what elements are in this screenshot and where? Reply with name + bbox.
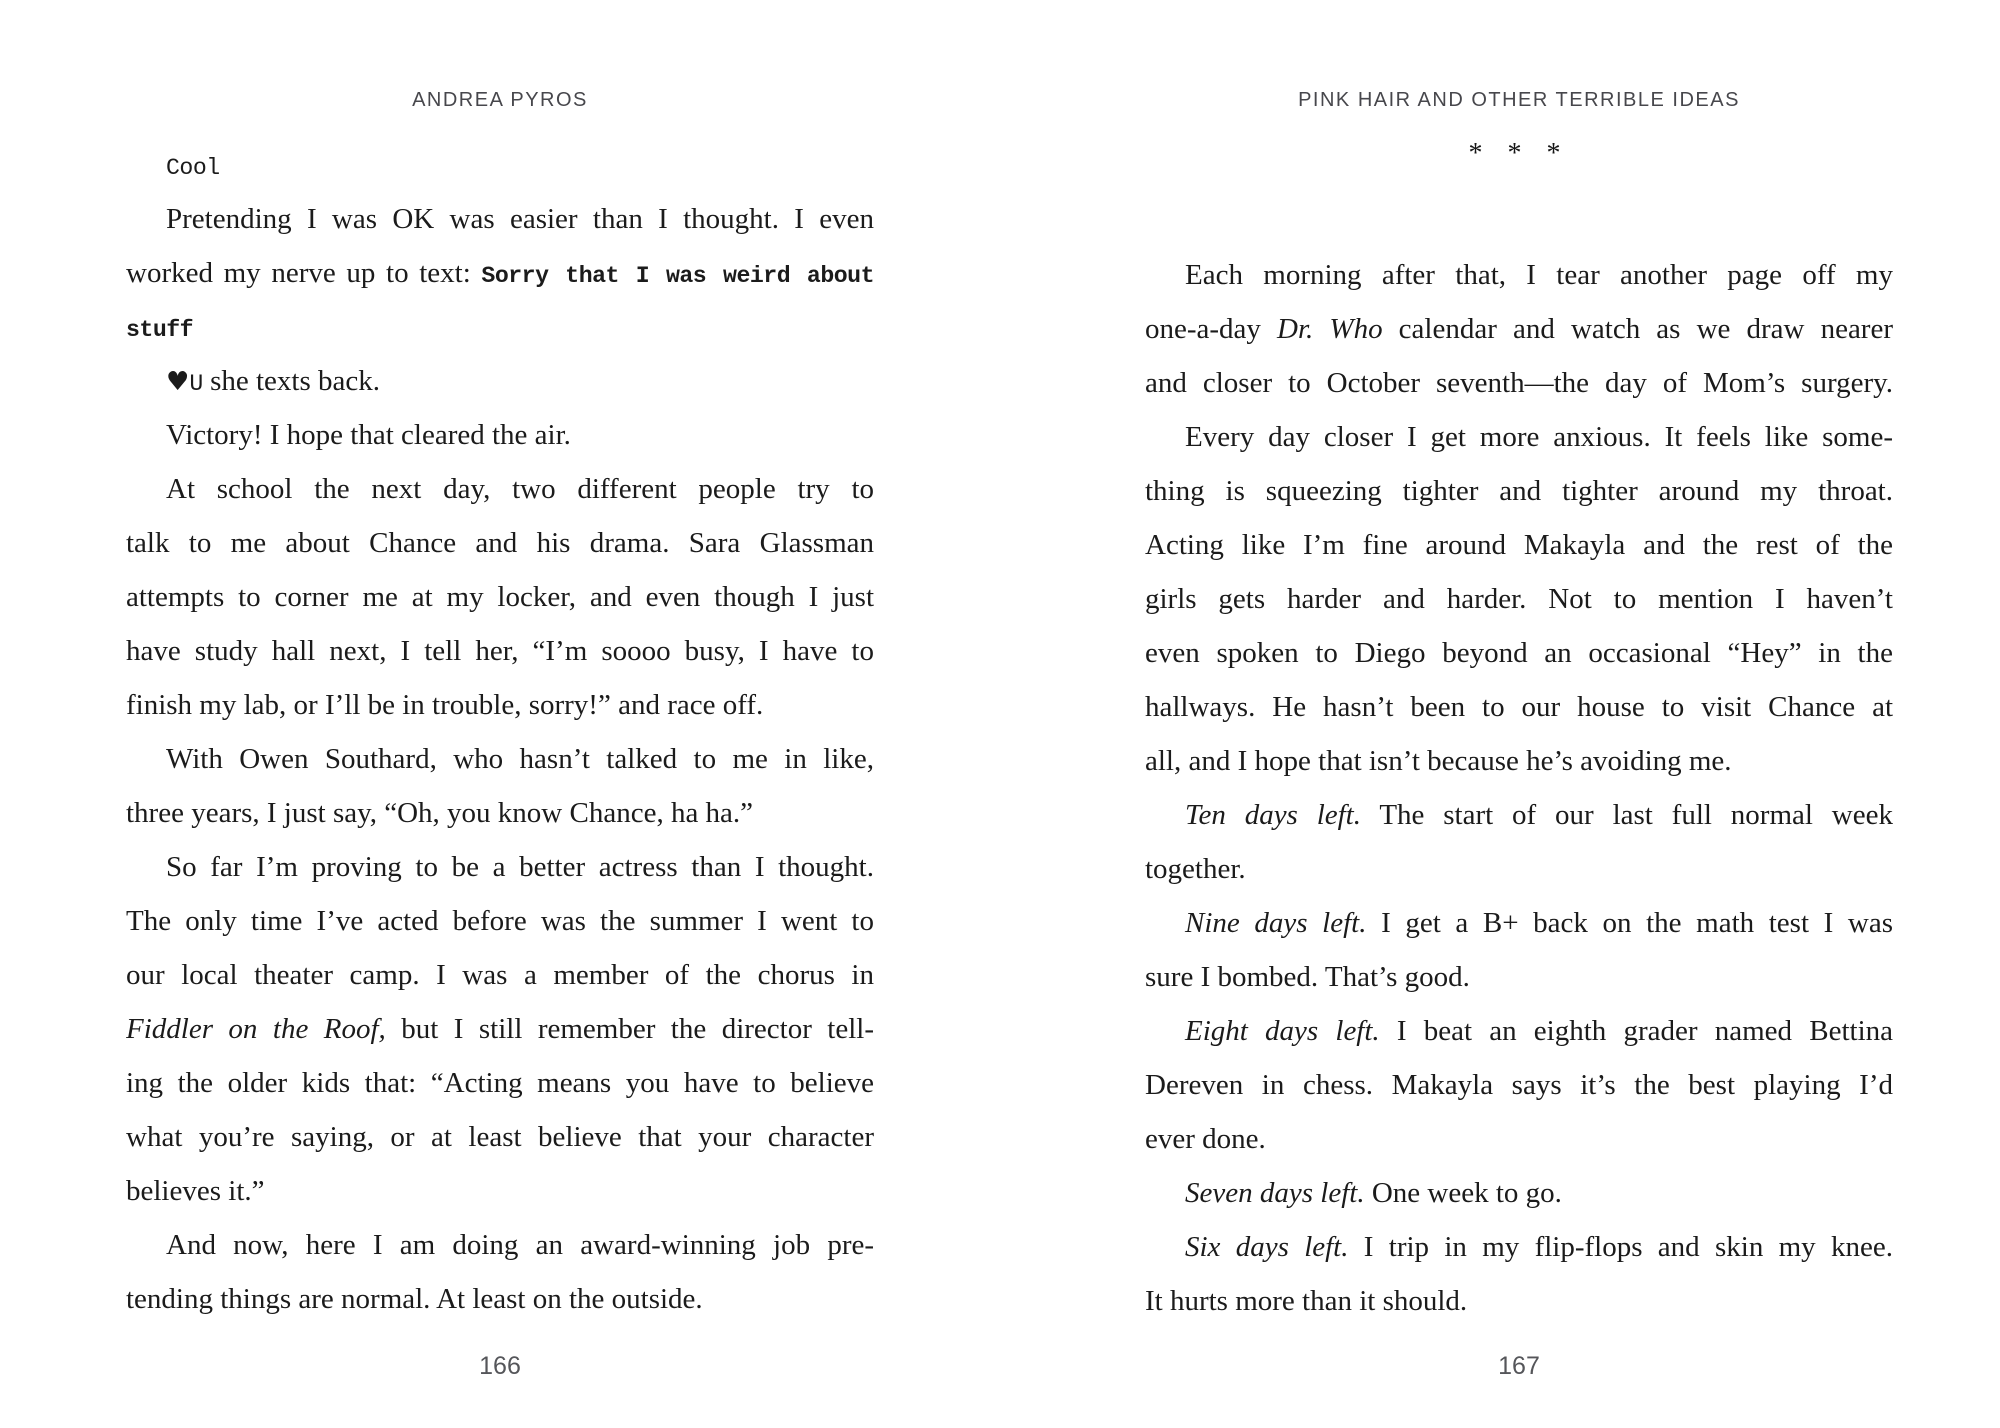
- text-run: I get a B+ back on the math test I was: [1366, 907, 1893, 939]
- text-line: [126, 786, 874, 840]
- text-run: Each morning after that, I tear another page off my: [1185, 259, 1893, 291]
- text-run: Dereven in chess. Makayla says it’s the best playing I’d: [1145, 1069, 1893, 1101]
- text-line: [126, 1164, 874, 1218]
- text-line: [1145, 248, 1893, 302]
- text-run: finish my lab, or I’ll be in trouble, sorry!” and race off.: [126, 689, 764, 721]
- running-header-author: ANDREA PYROS: [412, 89, 588, 111]
- running-header-title: PINK HAIR AND OTHER TERRIBLE IDEAS: [1298, 89, 1740, 111]
- text-run: Seven days left.: [1185, 1177, 1365, 1209]
- text-line: [126, 516, 874, 570]
- text-run: sure I bombed. That’s good.: [1145, 961, 1470, 993]
- text-line: [126, 1218, 874, 1272]
- text-run: Nine days left.: [1185, 907, 1367, 939]
- text-line: [126, 624, 874, 678]
- text-line: [1145, 518, 1893, 572]
- section-break: * * *: [1468, 138, 1570, 169]
- text-run: And now, here I am doing an award-winning job pre-: [166, 1229, 874, 1261]
- text-line: [126, 678, 874, 732]
- text-run: together.: [1145, 853, 1246, 885]
- text-run: With Owen Southard, who hasn’t talked to me in like,: [166, 743, 874, 775]
- text-run: even spoken to Diego beyond an occasional “Hey” in the: [1145, 637, 1893, 669]
- text-run: one-a-day: [1145, 313, 1278, 345]
- page-number: 167: [1498, 1352, 1540, 1380]
- text-line: [1145, 1166, 1893, 1220]
- text-run: believes it.”: [126, 1175, 265, 1207]
- text-run: stuff: [126, 317, 194, 343]
- page-number: 166: [479, 1352, 521, 1380]
- text-run: ever done.: [1145, 1123, 1266, 1155]
- text-run: I trip in my flip-flops and skin my knee.: [1348, 1231, 1893, 1263]
- text-line: [126, 138, 874, 192]
- text-run: One week to go.: [1364, 1177, 1562, 1209]
- text-run: At school the next day, two different people try to: [166, 473, 874, 505]
- page-body: [1145, 248, 1893, 1328]
- text-run: The only time I’ve acted before was the summer I went to: [126, 905, 874, 937]
- text-run: all, and I hope that isn’t because he’s avoiding me.: [1145, 745, 1732, 777]
- text-run: worked my nerve up to text:: [126, 257, 482, 289]
- text-run: Cool: [166, 155, 220, 181]
- text-run: I beat an eighth grader named Bettina: [1379, 1015, 1893, 1047]
- text-run: It hurts more than it should.: [1145, 1285, 1468, 1317]
- text-line: [1145, 950, 1893, 1004]
- text-run: tending things are normal. At least on the outside.: [126, 1283, 703, 1315]
- text-line: [1145, 356, 1893, 410]
- text-line: [1145, 1274, 1893, 1328]
- page-body: [126, 138, 874, 1326]
- text-line: [1145, 788, 1893, 842]
- text-line: [126, 894, 874, 948]
- text-line: [126, 1056, 874, 1110]
- text-run: our local theater camp. I was a member of the chorus in: [126, 959, 874, 991]
- text-line: [126, 840, 874, 894]
- text-line: [1145, 302, 1893, 356]
- text-line: [126, 948, 874, 1002]
- text-line: [126, 1272, 874, 1326]
- text-run: she texts back.: [202, 365, 380, 397]
- text-line: [1145, 1004, 1893, 1058]
- text-run: Sorry that I was weird about: [481, 263, 874, 289]
- text-line: [1145, 734, 1893, 788]
- text-run: hallways. He hasn’t been to our house to visit Chance at: [1145, 691, 1893, 723]
- text-line: [126, 246, 874, 300]
- text-run: attempts to corner me at my locker, and even though I just: [126, 581, 874, 613]
- text-line: [126, 1110, 874, 1164]
- text-run: Victory! I hope that cleared the air.: [166, 419, 571, 451]
- text-run: have study hall next, I tell her, “I’m soooo busy, I have to: [126, 635, 874, 667]
- text-line: [126, 462, 874, 516]
- text-line: [1145, 896, 1893, 950]
- text-line: [1145, 1112, 1893, 1166]
- text-run: Every day closer I get more anxious. It feels like some-: [1185, 421, 1893, 453]
- text-run: thing is squeezing tighter and tighter around my throat.: [1145, 475, 1893, 507]
- text-line: [1145, 464, 1893, 518]
- text-run: Ten days left.: [1185, 799, 1361, 831]
- page-right: [1145, 0, 1893, 1428]
- text-run: talk to me about Chance and his drama. Sara Glassman: [126, 527, 874, 559]
- text-line: [126, 570, 874, 624]
- text-run: Dr. Who: [1277, 313, 1383, 345]
- text-line: [1145, 410, 1893, 464]
- text-run: The start of our last full normal week: [1361, 799, 1893, 831]
- text-run: Six days left.: [1185, 1231, 1349, 1263]
- text-line: [126, 408, 874, 462]
- text-run: U: [189, 371, 203, 397]
- text-line: [1145, 572, 1893, 626]
- text-line: [126, 732, 874, 786]
- text-run: So far I’m proving to be a better actress than I thought.: [166, 851, 874, 883]
- text-run: calendar and watch as we draw nearer: [1382, 313, 1893, 345]
- text-run: but I still remember the director tell-: [385, 1013, 874, 1045]
- text-line: [1145, 680, 1893, 734]
- text-run: Pretending I was OK was easier than I thought. I even: [166, 203, 874, 235]
- text-line: [126, 1002, 874, 1056]
- text-line: [1145, 842, 1893, 896]
- text-run: three years, I just say, “Oh, you know Chance, ha ha.”: [126, 797, 754, 829]
- text-line: [126, 192, 874, 246]
- text-run: what you’re saying, or at least believe that your character: [126, 1121, 874, 1153]
- text-line: [1145, 626, 1893, 680]
- text-run: ing the older kids that: “Acting means you have to believe: [126, 1067, 874, 1099]
- text-run: ♥: [166, 367, 190, 397]
- text-run: Acting like I’m fine around Makayla and the rest of the: [1145, 529, 1893, 561]
- page-left: [126, 0, 874, 1428]
- text-line: [1145, 1058, 1893, 1112]
- text-line: [126, 354, 874, 408]
- text-run: Eight days left.: [1185, 1015, 1380, 1047]
- text-line: [1145, 1220, 1893, 1274]
- text-run: and closer to October seventh—the day of Mom’s surgery.: [1145, 367, 1893, 399]
- text-run: girls gets harder and harder. Not to mention I haven’t: [1145, 583, 1893, 615]
- text-run: Fiddler on the Roof,: [126, 1013, 386, 1045]
- text-line: [126, 300, 874, 354]
